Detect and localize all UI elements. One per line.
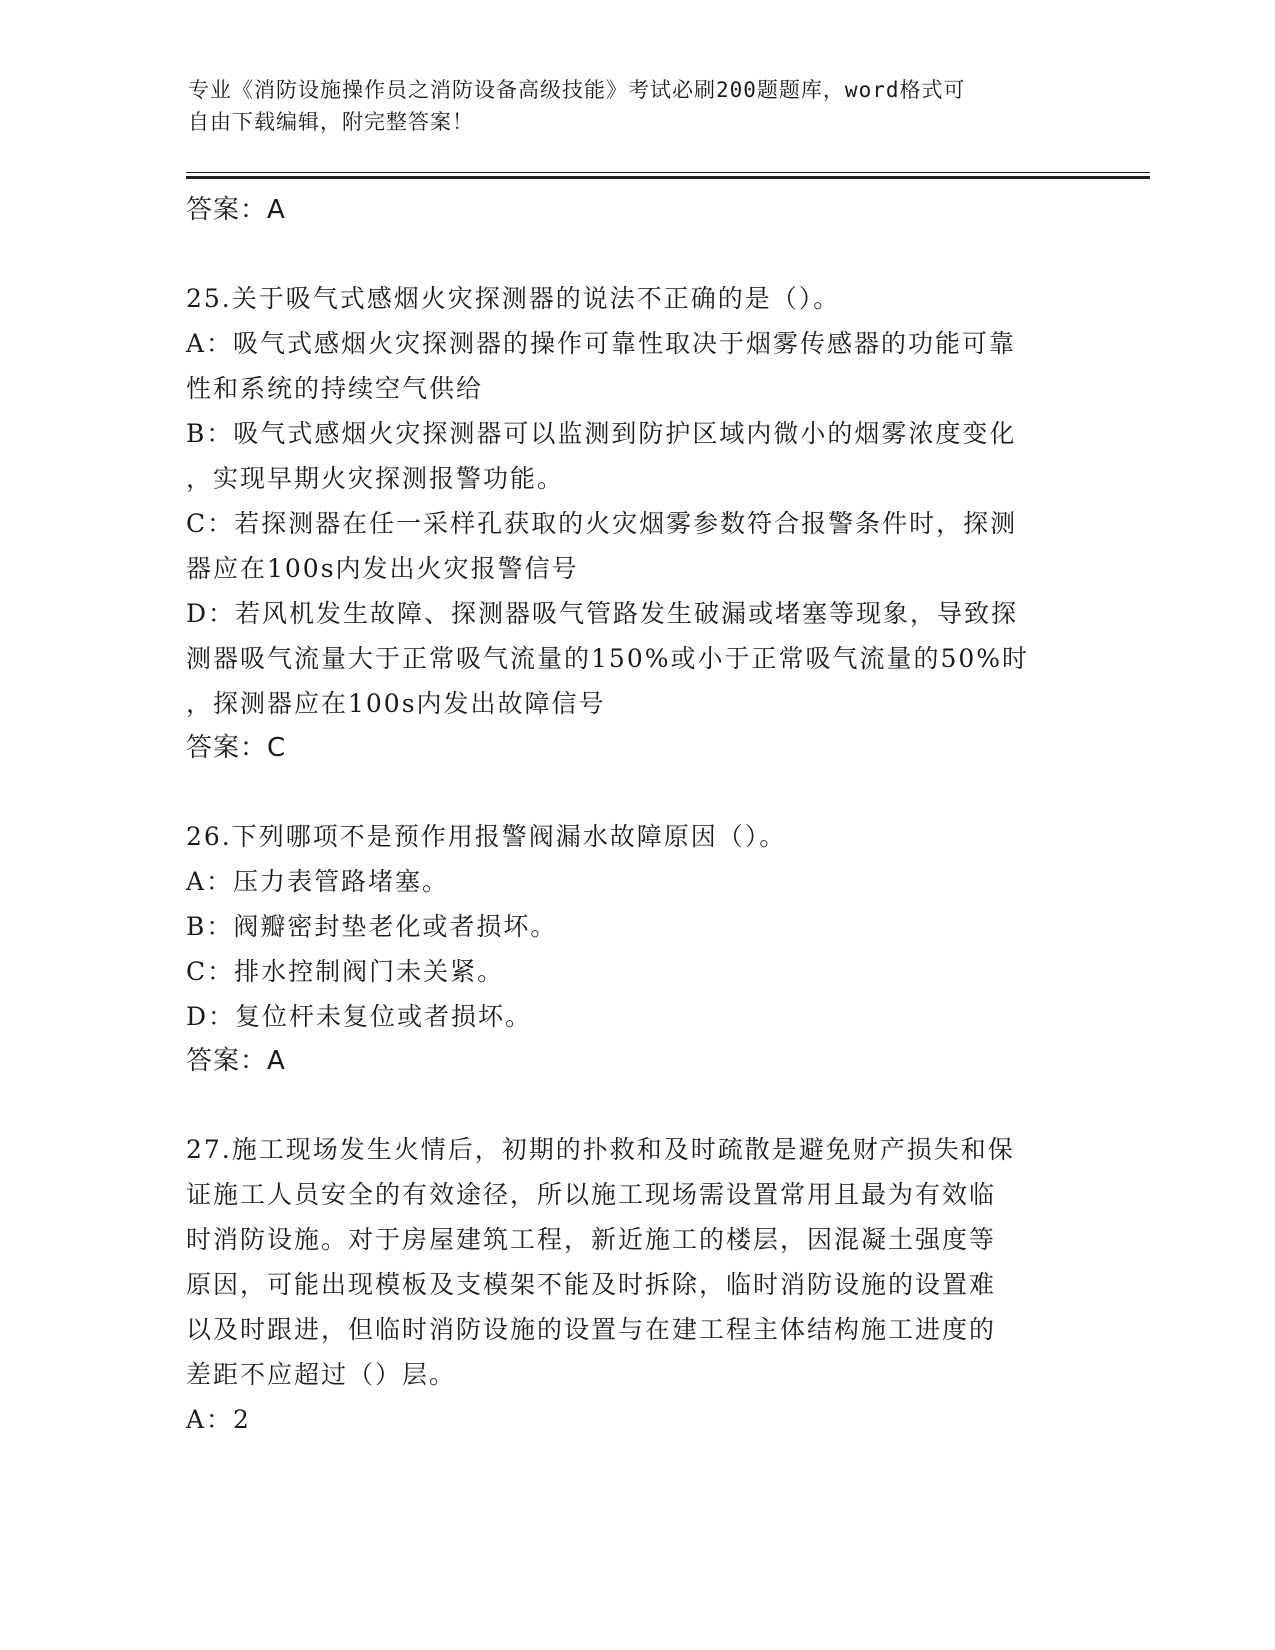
- answer: 答案：C: [186, 733, 287, 763]
- question-25: [186, 276, 1086, 771]
- header-line-2: 自由下载编辑，附完整答案！: [188, 110, 474, 134]
- question-stem-cont: 以及时跟进，但临时消防设施的设置与在建工程主体结构施工进度的: [186, 1315, 997, 1344]
- question-stem-cont: 差距不应超过（）层。: [186, 1360, 457, 1389]
- option-b: B：吸气式感烟火灾探测器可以监测到防护区域内微小的烟雾浓度变化: [186, 419, 1017, 448]
- question-stem: 27.施工现场发生火情后，初期的扑救和及时疏散是避免财产损失和保: [186, 1135, 1015, 1164]
- question-27: [186, 1127, 1086, 1442]
- question-stem: 26.下列哪项不是预作用报警阀漏水故障原因（）。: [186, 822, 787, 851]
- option-d: D：复位杆未复位或者损坏。: [186, 1002, 533, 1031]
- option-c: C：若探测器在任一采样孔获取的火灾烟雾参数符合报警条件时，探测: [186, 509, 1018, 538]
- option-a: A：2: [186, 1405, 251, 1434]
- answer-prev: 答案：A: [186, 195, 286, 225]
- question-stem-cont: 原因，可能出现模板及支模架不能及时拆除，临时消防设施的设置难: [186, 1270, 997, 1299]
- option-a: A：压力表管路堵塞。: [186, 867, 450, 896]
- option-b-cont: ，实现早期火灾探测报警功能。: [186, 464, 565, 493]
- option-a: A：吸气式感烟火灾探测器的操作可靠性取决于烟雾传感器的功能可靠: [186, 329, 1017, 358]
- header-line-1: 专业《消防设施操作员之消防设备高级技能》考试必刷200题题库，word格式可: [188, 78, 966, 102]
- option-d-cont: 测器吸气流量大于正常吸气流量的150%或小于正常吸气流量的50%时: [186, 644, 1030, 673]
- question-stem-cont: 时消防设施。对于房屋建筑工程，新近施工的楼层，因混凝土强度等: [186, 1225, 997, 1254]
- document-header: [188, 74, 1068, 138]
- option-a-cont: 性和系统的持续空气供给: [186, 374, 484, 403]
- header-rule-thick: [186, 176, 1150, 179]
- answer: 答案：A: [186, 1046, 286, 1076]
- option-b: B：阀瓣密封垫老化或者损坏。: [186, 912, 558, 941]
- question-stem-cont: 证施工人员安全的有效途径，所以施工现场需设置常用且最为有效临: [186, 1180, 997, 1209]
- option-c: C：排水控制阀门未关紧。: [186, 957, 505, 986]
- question-stem: 25.关于吸气式感烟火灾探测器的说法不正确的是（）。: [186, 284, 841, 313]
- option-d-cont: ，探测器应在100s内发出故障信号: [186, 689, 606, 718]
- document-body: [186, 188, 1086, 1442]
- option-c-cont: 器应在100s内发出火灾报警信号: [186, 554, 579, 583]
- option-d: D：若风机发生故障、探测器吸气管路发生破漏或堵塞等现象，导致探: [186, 599, 1019, 628]
- header-rule-thin: [186, 172, 1150, 173]
- question-26: [186, 814, 1086, 1084]
